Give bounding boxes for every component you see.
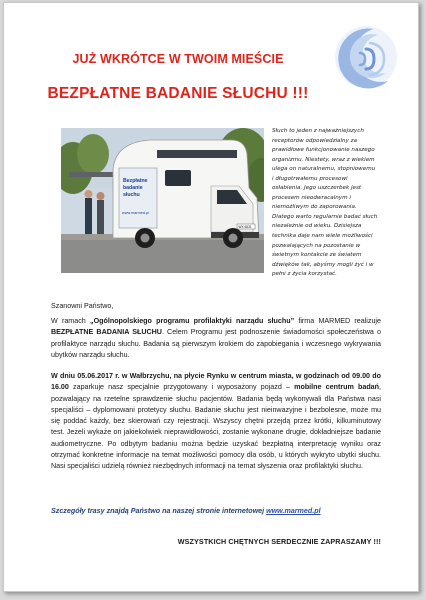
- van-label-test: badanie: [123, 185, 143, 191]
- mobile-clinic-photo: [61, 128, 264, 273]
- flyer-page: [3, 2, 419, 592]
- p2-d: , pozwalający na rzetelne sprawdzenie słuchu pacjentów. Badania będą wykonywali dla Państwa nasi specjaliści – dyplomowani protetycy słuchu. Badanie słuchu jest nieinwazyjne i bezbolesne, może mu się poddać każdy, bez skierowań czy rejestracji. Wszyscy chętni przejdą przez krótki, kilkuminutowy test. Jeżeli wykaże on jakiekolwiek nieprawidłowości, zostanie wykonane drugie, dokładniejsze badanie audiometryczne. Po odbytym badaniu można będzie uzyskać bezpłatną interpretację wyniku oraz otrzymać konkretne informacje na temat możliwości pomocy dla osób, u których wykryto ubytki słuchu. Nasi specjaliści udzielą również niezbędnych informacji na temat słyszenia oraz profilaktyki słuchu.: [51, 383, 381, 471]
- paragraph-program: [51, 316, 381, 361]
- closing-text: Szczegóły trasy znajdą Państwo na naszej stronie internetowej: [51, 507, 267, 515]
- greeting: Szanowni Państwo,: [51, 302, 114, 310]
- p1-free-tests: BEZPŁATNE BADANIA SŁUCHU: [51, 328, 162, 337]
- p1-a: W ramach: [51, 317, 90, 325]
- van-label-free: Bezpłatne: [123, 178, 148, 184]
- p2-date-place: W dniu 05.06.2017 r. w Wałbrzychu, na płycie Rynku w centrum miasta, w godzinach od 09.00 do 16.00: [51, 372, 381, 392]
- invitation-line: WSZYSTKICH CHĘTNYCH SERDECZNIE ZAPRASZAMY !!!: [177, 537, 381, 546]
- headline-coming-soon: JUŻ WKRÓTCE W TWOIM MIEŚCIE: [72, 52, 284, 66]
- van-plate: WX 6831: [238, 225, 252, 229]
- p2-mobile-center: mobilne centrum badań: [294, 383, 380, 392]
- paragraph-event-details: [51, 371, 381, 473]
- p1-c: firma MARMED realizuje: [294, 317, 381, 325]
- van-label-hearing: słuchu: [123, 192, 140, 198]
- p1-e: . Celem Programu jest podnoszenie świadomości społeczeństwa o profilaktyce narządu słuchu. Badania są pierwszym krokiem do zapobiegania i wczesnego wykrywania ubytków narządu słuchu.: [51, 328, 381, 359]
- website-link[interactable]: www.marmed.pl: [266, 507, 321, 515]
- van-website-label: www.marmed.pl: [122, 211, 150, 215]
- p1-program-name: „Ogólnopolskiego programu profilaktyki narządu słuchu”: [90, 317, 295, 325]
- side-text-hearing-info: Słuch to jeden z najważniejszych receptorów odpowiedzialny za prawidłowe funkcjonowanie naszego organizmu. Niestety, wraz z wiekiem ulega on naturalnemu, stopniowemu i długotrwałemu procesowi osłabienia. Jego uszczerbek jest procesem nieodwracalnym i niemożliwym do zaporowania. Dlatego warto regularnie badać słuch niezależnie od wieku. Dzisiejsza technika daje nam wiele możliwości pozwalających na pozostanie w świetnym kontakcie ze światem dźwięków tak, abyśmy mogli żyć i w pełni z życia korzystać.: [272, 128, 378, 278]
- p2-b: zaparkuje nasz specjalnie przygotowany i wyposażony pojazd –: [68, 383, 295, 392]
- headline-free-hearing-test: BEZPŁATNE BADANIE SŁUCHU !!!: [47, 85, 309, 102]
- closing-line: [51, 506, 381, 517]
